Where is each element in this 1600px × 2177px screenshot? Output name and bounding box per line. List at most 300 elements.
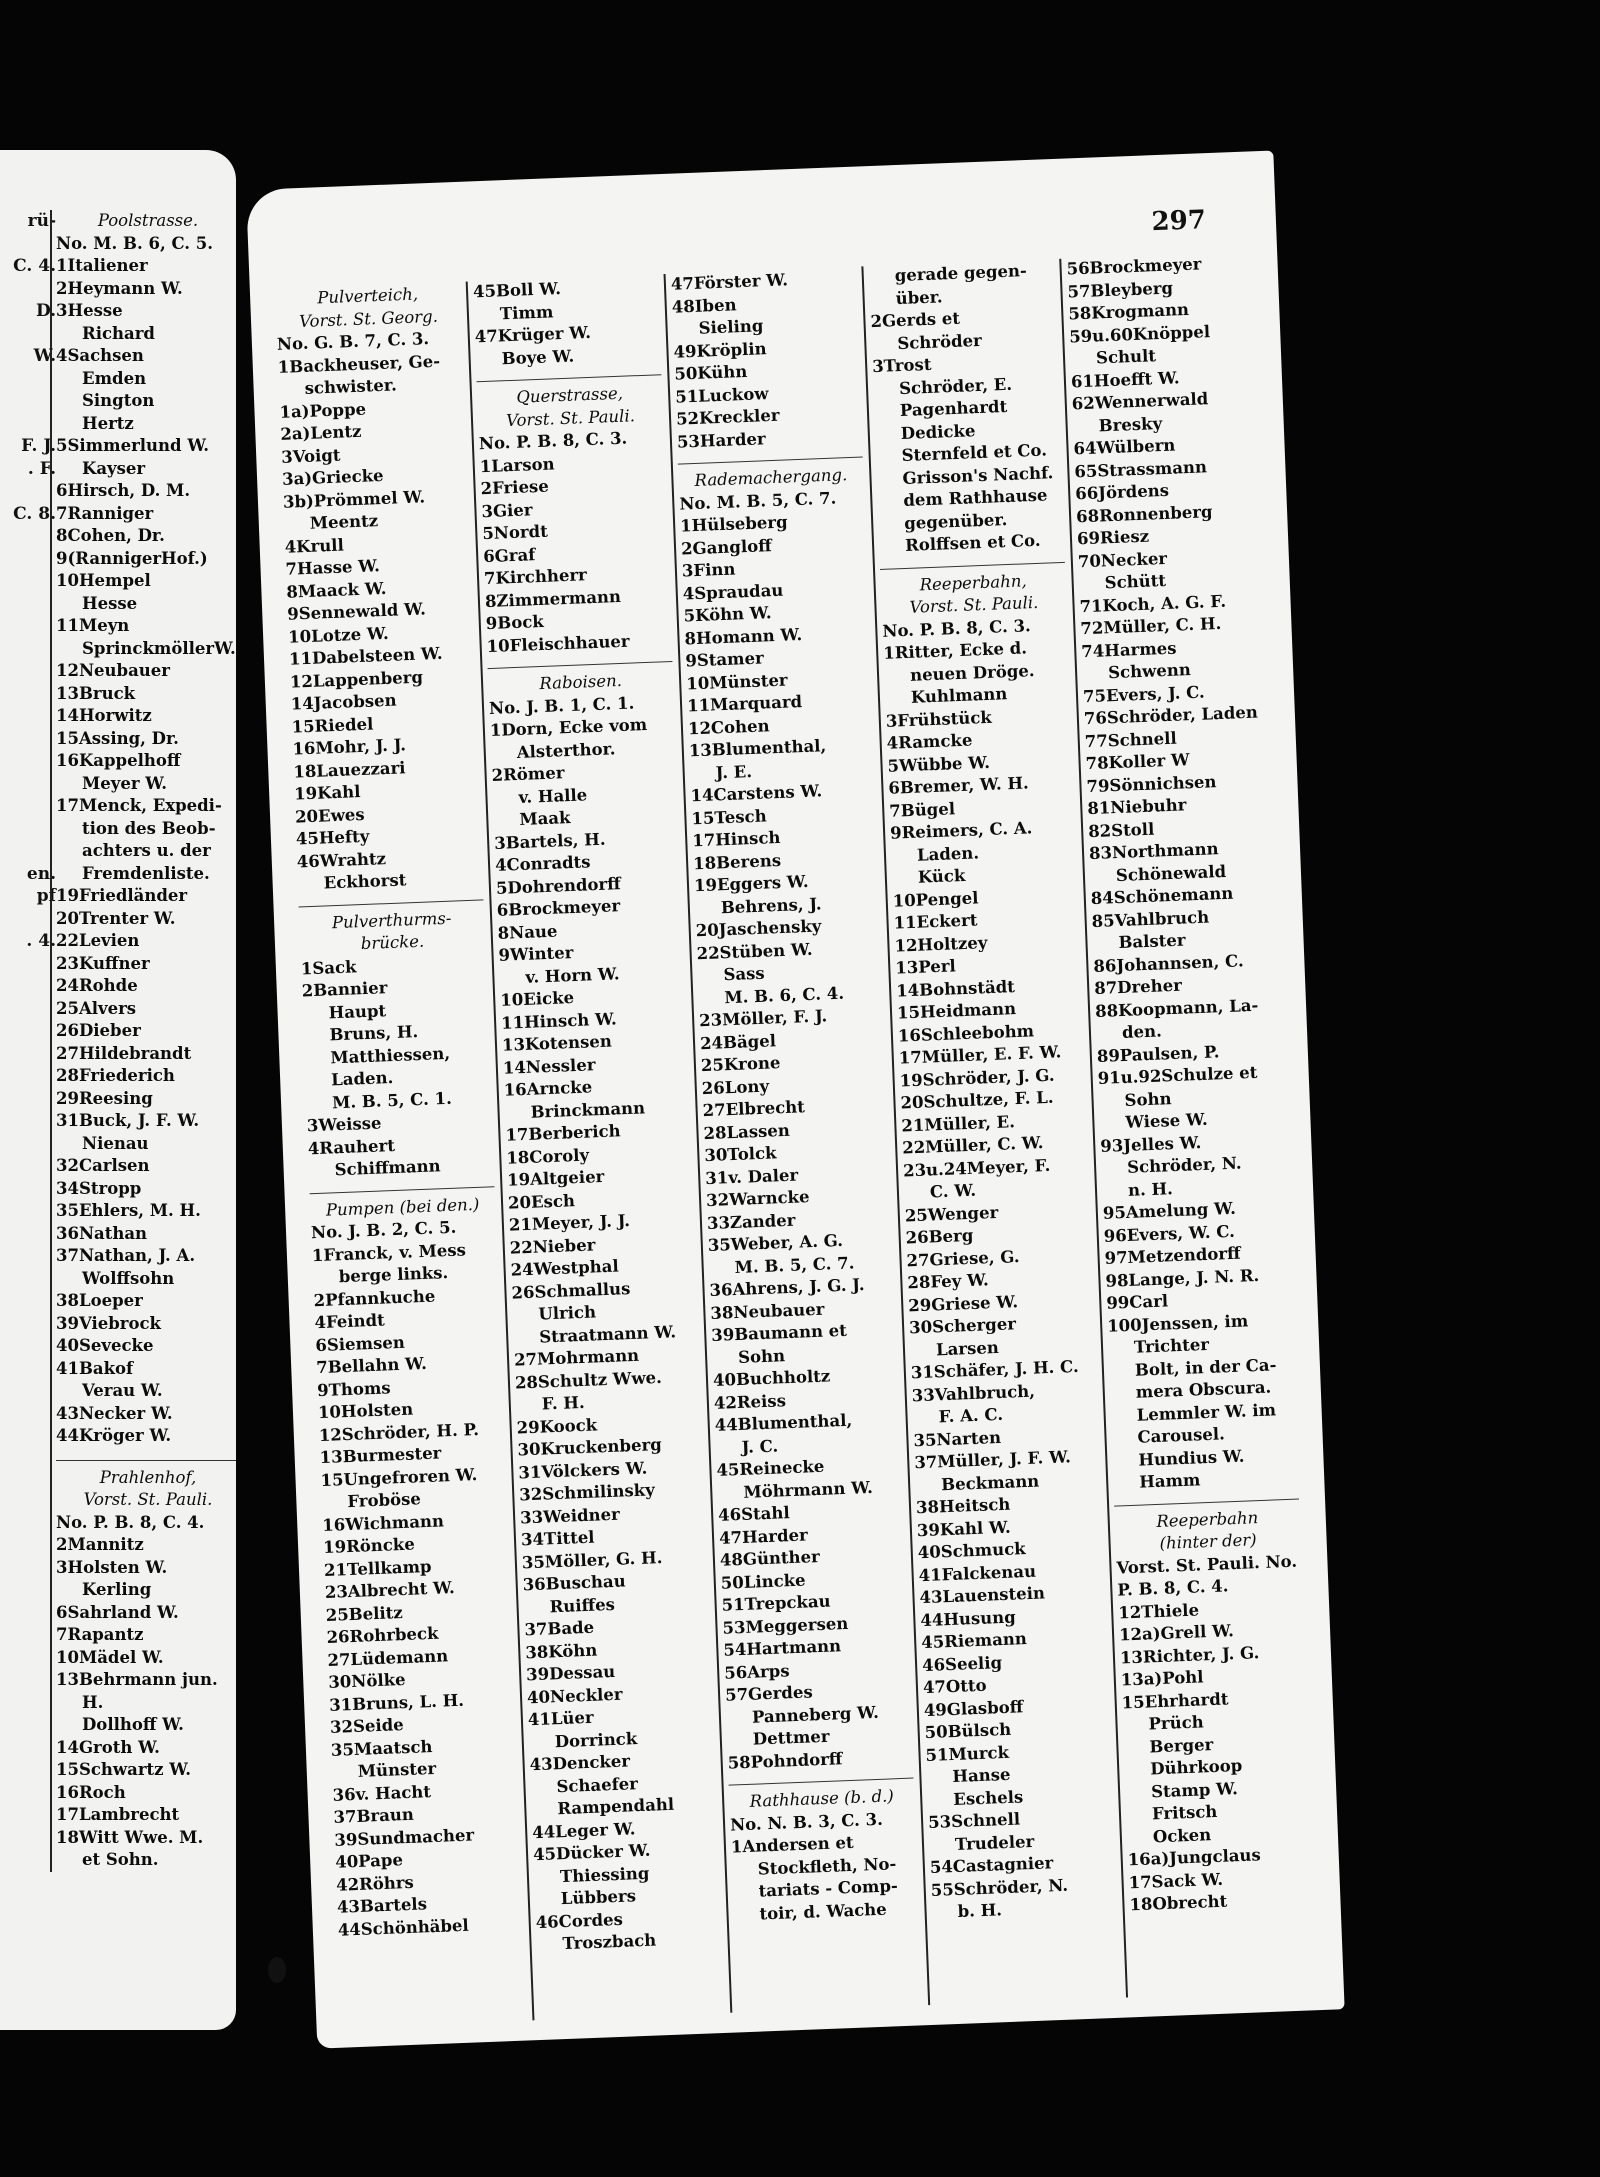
list-item: 40Sevecke	[56, 1336, 154, 1355]
list-item: 39Dessau	[525, 1661, 616, 1685]
list-item: Bruns, H.	[329, 1022, 419, 1045]
list-item: Troszbach	[562, 1930, 657, 1954]
district-sub: (hinter der)	[1159, 1530, 1257, 1553]
list-item: Bolt, in der Ca-	[1134, 1354, 1277, 1380]
margin-fragment	[8, 548, 56, 571]
list-item: 15Tesch	[691, 805, 767, 828]
list-item: 4Spraudau	[682, 580, 784, 604]
list-item: Hamm	[1138, 1470, 1201, 1492]
list-item: 85Vahlbruch	[1091, 907, 1210, 931]
list-item: 18Lauezzari	[292, 757, 406, 782]
list-item: 28Fey W.	[907, 1270, 990, 1293]
list-item: M. B. 5, C. 1.	[331, 1088, 453, 1112]
list-item: 12Holtzey	[894, 932, 988, 956]
list-item: et Sohn.	[82, 1850, 159, 1869]
list-item: Trudeler	[954, 1831, 1035, 1854]
list-item: 8Maack W.	[286, 578, 387, 602]
list-item: Timm	[499, 301, 554, 323]
list-item: 36Nathan	[56, 1223, 148, 1243]
list-item: 9Winter	[498, 943, 574, 965]
list-item: 16Mohr, J. J.	[292, 735, 407, 759]
margin-fragment	[8, 840, 56, 863]
list-item: den.	[1121, 1021, 1163, 1042]
list-item: 6Sahrland W.	[56, 1602, 179, 1622]
list-item: 5Köhn W.	[683, 603, 772, 626]
list-item: 69Riesz	[1076, 526, 1150, 549]
list-item: 14Groth W.	[56, 1737, 160, 1757]
list-item: 47Otto	[922, 1675, 987, 1698]
list-item: 3Gier	[481, 499, 533, 521]
district-header: No. N. B. 3, C. 3.	[729, 1809, 884, 1835]
list-item: v. Horn W.	[525, 963, 620, 987]
list-item: 1Italiener	[56, 256, 148, 275]
list-item: 24Westphal	[510, 1256, 620, 1280]
list-item: 42Reiss	[713, 1390, 787, 1413]
list-item: Eschels	[952, 1786, 1024, 1809]
list-item: 47Harder	[718, 1524, 809, 1548]
list-item: 22Nieber	[509, 1234, 596, 1258]
left-column	[50, 210, 236, 1872]
list-item: 11Dabelsteen W.	[288, 643, 443, 669]
list-item: 26Schmallus	[511, 1278, 631, 1303]
directory-columns	[270, 251, 1324, 2028]
list-item: 19Friedländer	[56, 886, 188, 905]
list-item: 5Nordt	[482, 521, 549, 544]
list-item: Kerling	[82, 1580, 152, 1599]
list-item: Thiessing	[559, 1863, 650, 1886]
list-item: 5Wübbe W.	[887, 752, 991, 776]
list-item: 35Narten	[913, 1427, 1002, 1450]
list-item: 96Evers, W. C.	[1103, 1221, 1236, 1246]
list-item: 18Coroly	[505, 1145, 590, 1168]
list-item: Dührkoop	[1149, 1755, 1243, 1779]
list-item: 43Lauenstein	[919, 1583, 1046, 1608]
list-item: 31Schäfer, J. H. C.	[910, 1356, 1080, 1383]
list-item: 19Eggers W.	[693, 871, 809, 896]
list-item: Schröder, E.	[898, 374, 1013, 398]
list-item: 38Neubauer	[710, 1299, 825, 1323]
list-item: Schröder	[896, 330, 983, 353]
street-block	[299, 899, 494, 1183]
list-item: 35Möller, G. H.	[521, 1547, 663, 1572]
list-item: 16Schleebohm	[897, 1020, 1035, 1046]
margin-fragment	[8, 908, 56, 931]
list-item: 79Sönnichsen	[1086, 771, 1217, 796]
list-item: Dorrinck	[554, 1728, 638, 1751]
list-item: 15Ehrhardt	[1121, 1688, 1229, 1712]
list-item: Straatmann W.	[538, 1321, 677, 1347]
district-header: No. M. B. 6, C. 5.	[56, 233, 213, 253]
list-item: 66Jördens	[1074, 480, 1170, 504]
list-item: 75Evers, J. C.	[1082, 682, 1206, 706]
list-item: 7Rapantz	[56, 1625, 144, 1644]
list-item: J. E.	[715, 761, 753, 782]
margin-fragment: en.	[26, 863, 56, 884]
list-item: gerade gegen-	[894, 261, 1028, 286]
list-item: 46Stahl	[717, 1503, 791, 1525]
list-item: 15Heidmann	[896, 999, 1017, 1023]
list-item: Beckmann	[940, 1471, 1040, 1494]
list-item: 57Bleyberg	[1067, 277, 1174, 302]
list-item: 12Lappenberg	[289, 667, 424, 692]
list-item: 25Krone	[700, 1053, 781, 1076]
list-item: 7Kirchherr	[483, 565, 588, 589]
list-item: Sieling	[698, 316, 764, 338]
list-item: 1Dorn, Ecke vom	[489, 715, 648, 741]
list-item: 12Schröder, H. P.	[318, 1419, 480, 1445]
list-item: 19Altgeier	[506, 1166, 605, 1190]
list-item: gegenüber.	[903, 509, 1008, 533]
list-item: 21Meyer, J. J.	[508, 1211, 631, 1235]
margin-fragment	[8, 323, 56, 346]
list-item: 10Münster	[685, 670, 788, 693]
list-item: 62Wennerwald	[1071, 389, 1209, 414]
list-item: 100Jenssen, im	[1106, 1310, 1249, 1336]
list-item: Boye W.	[501, 346, 575, 368]
list-item: 27Elbrecht	[702, 1097, 806, 1121]
list-item: 71Koch, A. G. F.	[1079, 591, 1227, 616]
margin-fragment: C. 8.	[13, 503, 56, 524]
list-item: Fremdenliste.	[82, 863, 210, 883]
list-item: 44Kröger W.	[56, 1426, 172, 1445]
list-item: 70Necker	[1077, 548, 1168, 571]
list-item: 7Bellahn W.	[315, 1353, 428, 1378]
list-item: 30Nölke	[327, 1669, 406, 1692]
list-item: 49Glasboff	[923, 1696, 1024, 1720]
list-item: Lemmler W. im	[1136, 1399, 1277, 1425]
street-block	[868, 259, 1064, 558]
list-item: 44Schönhäbel	[337, 1915, 470, 1940]
list-item: Behrens, J.	[720, 893, 822, 917]
list-item: 3Frühstück	[885, 707, 993, 731]
list-item: 88Koopmann, La-	[1094, 995, 1259, 1021]
list-item: 5Dohrendorff	[495, 873, 622, 898]
list-item: 58Krogmann	[1068, 299, 1190, 324]
list-item: 13Burmester	[319, 1443, 442, 1468]
list-item: 15Assing, Dr.	[56, 728, 179, 748]
list-item: 1Franck, v. Mess	[311, 1239, 467, 1265]
list-item: 20Schultze, F. L.	[900, 1087, 1054, 1113]
list-item: 39Viebrock	[56, 1313, 161, 1333]
list-item: 11Meyn	[56, 616, 130, 635]
list-item: 38Köhn	[524, 1640, 598, 1662]
list-item: Trichter	[1133, 1334, 1210, 1357]
margin-fragment	[8, 413, 56, 436]
list-item: 10Holsten	[317, 1399, 414, 1423]
list-item: 10Lotze W.	[287, 623, 389, 647]
list-item: 45Dücker W.	[532, 1840, 651, 1865]
margin-fragment: . 4.	[26, 931, 56, 951]
list-item: 44Husung	[920, 1607, 1017, 1630]
list-item: 3a)Griecke	[281, 465, 384, 489]
list-item: Alsterthor.	[516, 738, 616, 762]
list-item: 19Schröder, J. G.	[899, 1065, 1055, 1091]
list-item: 6Bremer, W. H.	[888, 773, 1030, 798]
list-item: 22Stüben W.	[696, 939, 813, 963]
margin-fragment: pf	[36, 886, 56, 906]
list-item: 4Conradts	[494, 852, 591, 875]
list-item: 16a)Jungclaus	[1127, 1845, 1262, 1870]
list-item: H.	[82, 1692, 104, 1712]
list-item: 16Roch	[56, 1782, 126, 1802]
list-item: 50Bülsch	[924, 1719, 1012, 1743]
list-item: 4Sachsen	[56, 346, 144, 365]
list-item: 26Dieber	[56, 1021, 141, 1040]
list-item: Kuhlmann	[910, 684, 1008, 707]
margin-fragment	[8, 705, 56, 728]
street-name: Prahlenhof,	[99, 1467, 197, 1487]
district-sub: Vorst. St. Pauli.	[909, 592, 1039, 617]
list-item: 18Obrecht	[1129, 1891, 1228, 1915]
list-item: 49Kröplin	[673, 338, 767, 362]
list-item: 41Lüer	[527, 1707, 595, 1730]
margin-fragment: D.	[35, 301, 56, 321]
list-item: 1Larson	[479, 453, 555, 476]
list-item: 27Lüdemann	[327, 1645, 449, 1670]
list-item: Maak	[519, 808, 571, 829]
margin-fragment	[8, 390, 56, 413]
list-item: 45Reinecke	[716, 1456, 825, 1480]
margin-fragment	[8, 368, 56, 391]
list-item: Carousel.	[1137, 1424, 1226, 1447]
list-item: 8Homann W.	[684, 624, 803, 648]
list-item: achters u. der	[82, 841, 211, 860]
list-item: 42Röhrs	[335, 1872, 415, 1895]
list-item: 4Feindt	[314, 1310, 386, 1333]
district-header: No. J. B. 1, C. 1.	[488, 692, 635, 718]
list-item: 4Rauhert	[307, 1135, 396, 1158]
list-item: Fritsch	[1151, 1801, 1218, 1824]
list-item: 2Mannitz	[56, 1535, 144, 1554]
list-item: 16Kappelhoff	[56, 751, 181, 770]
district-header: No. J. B. 2, C. 5.	[310, 1217, 457, 1243]
list-item: berge links.	[338, 1263, 449, 1287]
list-item: 21Tellkamp	[323, 1556, 432, 1580]
list-item: 36Ahrens, J. G. J.	[709, 1275, 865, 1301]
list-item: 16Wichmann	[321, 1510, 445, 1535]
list-item: Berger	[1149, 1734, 1214, 1756]
list-item: 39Sundmacher	[334, 1824, 475, 1850]
street-block	[729, 1778, 919, 1927]
list-item: 13Behrmann jun.	[56, 1670, 218, 1689]
list-item: 56Brockmeyer	[1066, 254, 1202, 279]
entry-list	[56, 1534, 236, 1872]
street-block	[310, 1186, 524, 1942]
list-item: 3Holsten W.	[56, 1557, 168, 1577]
list-item: Sass	[723, 963, 765, 985]
list-item: F. H.	[541, 1392, 586, 1414]
list-item: Hanse	[952, 1764, 1011, 1787]
left-margin-fragments	[8, 210, 56, 953]
street-block	[275, 282, 483, 896]
list-item: 58Pohndorff	[727, 1748, 843, 1773]
list-item: 13Bruck	[56, 683, 136, 703]
list-item: Bresky	[1098, 413, 1163, 435]
street-block	[1066, 251, 1298, 1495]
list-item: 43Bartels	[336, 1894, 428, 1917]
list-item: 32Warncke	[705, 1187, 810, 1211]
list-item: Schröder, N.	[1126, 1153, 1242, 1177]
list-item: Lübbers	[560, 1886, 637, 1909]
list-item: tion des Beob-	[82, 818, 216, 838]
list-item: Hesse	[82, 593, 138, 613]
margin-fragment	[8, 278, 56, 301]
list-item: 54Castagnier	[929, 1853, 1054, 1877]
street-name: Pumpen (bei den.)	[325, 1194, 480, 1220]
margin-fragment	[8, 683, 56, 706]
district-header: No. P. B. 8, C. 3.	[882, 615, 1032, 641]
list-item: 24Bägel	[699, 1030, 777, 1053]
list-item: 50Kühn	[674, 361, 748, 384]
margin-fragment	[8, 638, 56, 661]
list-item: Sternfeld et Co.	[901, 440, 1048, 466]
list-item: Schaefer	[556, 1773, 639, 1796]
list-item: 86Johannsen, C.	[1093, 950, 1244, 976]
list-item: 10Mädel W.	[56, 1647, 164, 1667]
street-name: Reeperbahn	[1155, 1507, 1259, 1531]
list-item: Rampendahl	[557, 1794, 675, 1819]
list-item: 53Schnell	[927, 1809, 1021, 1833]
list-item: 17Berberich	[505, 1121, 621, 1145]
list-item: 9Sennewald W.	[286, 599, 427, 624]
list-item: 54Hartmann	[723, 1636, 842, 1660]
list-item: 18Berens	[692, 850, 782, 873]
street-name: Querstrasse,	[515, 383, 624, 407]
list-item: Ruiffes	[549, 1594, 616, 1616]
list-item: 26Lony	[701, 1076, 770, 1098]
list-item: 9Reimers, C. A.	[889, 818, 1033, 843]
list-item: Schult	[1095, 346, 1157, 368]
list-item: M. B. 5, C. 7.	[734, 1252, 855, 1277]
list-item: 51Murck	[925, 1742, 1010, 1765]
list-item: 20Esch	[507, 1190, 576, 1213]
list-item: 28Schultz Wwe.	[514, 1367, 663, 1393]
list-item: 11Marquard	[686, 692, 803, 716]
list-item: Nienau	[82, 1133, 149, 1153]
list-item: über.	[895, 286, 943, 308]
district-sub: Vorst. St. Pauli.	[505, 405, 636, 430]
list-item: 19Röncke	[322, 1534, 416, 1558]
list-item: 13Richter, J. G.	[1119, 1642, 1260, 1668]
list-item: tariats - Comp-	[758, 1876, 899, 1901]
list-item: Laden.	[916, 842, 980, 865]
margin-fragment: rü-	[27, 211, 56, 231]
list-item: Dollhoff W.	[82, 1715, 184, 1734]
list-item: 2Bannier	[301, 978, 388, 1001]
list-item: 1Andersen et	[730, 1832, 854, 1857]
list-item: 7Hasse W.	[285, 556, 381, 579]
list-item: 78Koller W	[1085, 750, 1190, 774]
list-item: 33Vahlbruch,	[911, 1381, 1036, 1405]
list-item: 2Gerds et	[870, 308, 961, 332]
block-prahlenhof	[56, 1460, 236, 1872]
list-item: 16Arncke	[503, 1077, 593, 1100]
list-item: 25Belitz	[325, 1602, 404, 1625]
list-item: 68Ronnenberg	[1075, 501, 1213, 526]
page-number: 297	[1151, 205, 1207, 238]
list-item: 10Pengel	[892, 887, 979, 911]
list-item: 81Niebuhr	[1087, 795, 1187, 819]
list-item: 14Jacobsen	[290, 690, 397, 714]
margin-fragment	[8, 480, 56, 503]
list-item: 89Paulsen, P.	[1096, 1041, 1220, 1066]
list-item: Verau W.	[82, 1381, 163, 1400]
list-item: 43Necker W.	[56, 1403, 173, 1423]
list-item: Meentz	[309, 511, 379, 533]
list-item: 30Scherger	[908, 1314, 1017, 1338]
list-item: 72Müller, C. H.	[1080, 613, 1222, 639]
list-item: 41Bakof	[56, 1358, 134, 1378]
list-item: 64Wülbern	[1073, 435, 1176, 459]
list-item: Pagenhardt	[899, 396, 1008, 421]
margin-fragment	[8, 233, 56, 256]
list-item: 34Tittel	[520, 1527, 595, 1550]
list-item: 22Levien	[56, 931, 140, 950]
list-item: Richard	[82, 323, 155, 343]
list-item: 47Förster W.	[670, 270, 789, 294]
list-item: 39Kahl W.	[916, 1517, 1011, 1540]
list-item: b. H.	[957, 1900, 1003, 1921]
list-item: 98Lange, J. N. R.	[1105, 1265, 1260, 1291]
list-item: 2Gangloff	[680, 535, 773, 559]
list-item: 23Albrecht W.	[324, 1578, 456, 1602]
list-item: 25Wenger	[904, 1202, 999, 1225]
list-item: Stamp W.	[1150, 1778, 1239, 1801]
list-item: 37Braun	[333, 1804, 415, 1827]
list-item: Balster	[1118, 930, 1186, 953]
list-item: 10Hempel	[56, 571, 151, 590]
list-item: C. W.	[929, 1180, 977, 1202]
list-item: 10Eicke	[499, 988, 575, 1010]
list-item: 22Müller, C. W.	[901, 1133, 1044, 1158]
list-item: 7Ranniger	[56, 503, 154, 523]
list-item: 3Trost	[871, 354, 932, 377]
list-item: 29Koock	[516, 1414, 598, 1438]
list-item: 46Cordes	[535, 1909, 624, 1932]
street-name: Pulverteich,	[316, 284, 419, 308]
list-item: 50Lincke	[720, 1570, 806, 1593]
list-item: 57Gerdes	[724, 1682, 814, 1705]
list-item: 14Horwitz	[56, 706, 152, 725]
list-item: 41Falckenau	[918, 1561, 1037, 1585]
list-item: Münster	[357, 1758, 437, 1781]
list-item: 15Ungefroren W.	[320, 1464, 478, 1490]
list-item: 76Schröder, Laden	[1083, 702, 1259, 729]
right-page	[246, 151, 1345, 2049]
list-item: 30Tolck	[704, 1143, 777, 1166]
district-header: No. M. B. 5, C. 7.	[678, 488, 837, 514]
list-item: 37Nathan, J. A.	[56, 1246, 196, 1265]
list-item: 77Schnell	[1084, 728, 1178, 751]
list-item: 20Ewes	[294, 804, 365, 827]
list-item: 87Dreher	[1093, 975, 1183, 999]
list-item: 1Sack	[300, 956, 357, 978]
list-item: 46Seelig	[921, 1652, 1003, 1675]
list-item: 32Schmilinsky	[518, 1480, 656, 1505]
list-item: Möhrmann W.	[742, 1477, 874, 1502]
list-item: 17Sack W.	[1128, 1869, 1224, 1892]
list-item: 2a)Lentz	[280, 421, 362, 444]
list-item: Ocken	[1152, 1824, 1212, 1846]
district-sub: Vorst. St. Georg.	[298, 306, 439, 331]
list-item: Matthiessen,	[329, 1043, 451, 1067]
street-block	[671, 267, 863, 454]
list-item: 9Bock	[485, 611, 545, 634]
list-item: 36Buschau	[522, 1571, 626, 1595]
list-item: 17Menck, Expedi-	[56, 796, 222, 815]
list-item: Panneberg W.	[751, 1702, 880, 1727]
list-item: Dedicke	[900, 420, 976, 443]
